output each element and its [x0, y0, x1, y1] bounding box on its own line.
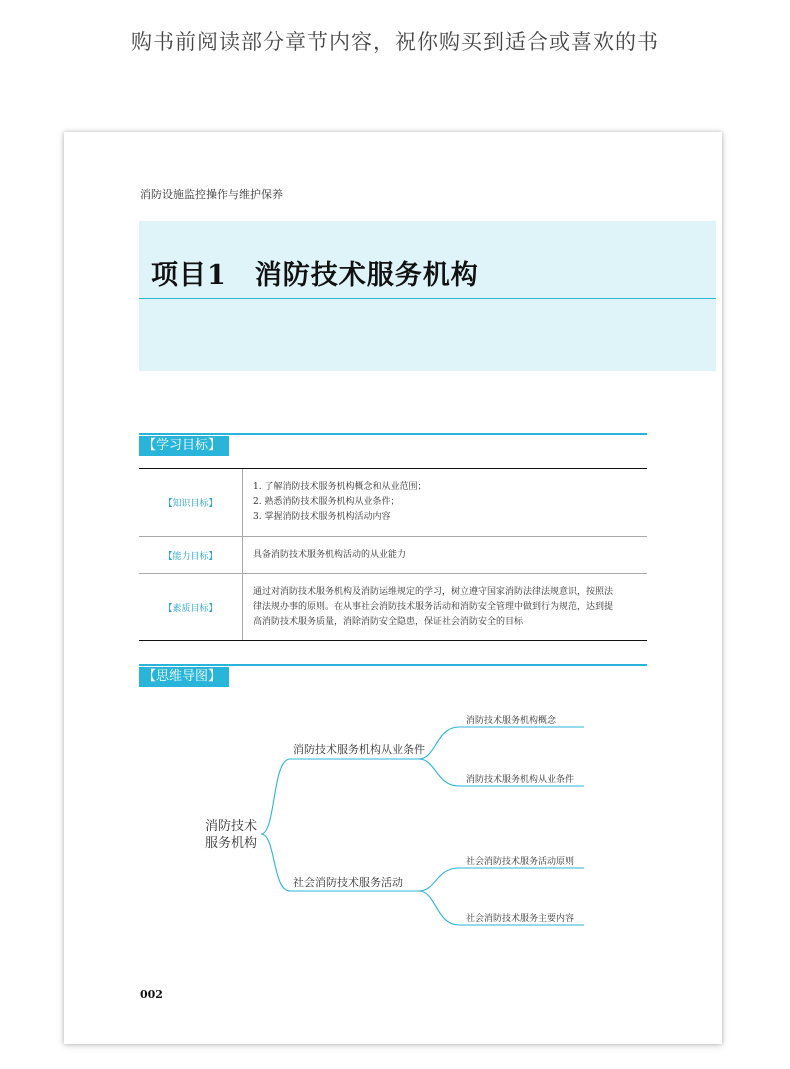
page-number: 002 — [140, 988, 163, 1001]
goal-row-quality — [139, 574, 647, 640]
mind-map-root-line: 服务机构 — [204, 836, 257, 851]
goal-label: 【素质目标】 — [139, 574, 243, 640]
mind-map-leaf: 社会消防技术服务主要内容 — [466, 914, 575, 924]
goal-row-ability — [139, 537, 647, 574]
learning-goals-tag: 【学习目标】 — [139, 436, 229, 456]
mind-map-root-line: 消防技术 — [204, 819, 257, 834]
mind-map-root — [201, 818, 261, 852]
goal-label: 【知识目标】 — [139, 469, 243, 536]
goals-table — [139, 468, 647, 641]
goal-item: 3. 掌握消防技术服务机构活动内容 — [253, 512, 391, 522]
goal-item: 律法规办事的原则。在从事社会消防技术服务活动和消防安全管理中做到行为规范，达到提 — [253, 601, 614, 612]
title-rule — [139, 298, 716, 299]
connector-lower-leaf1 — [419, 868, 584, 891]
mind-map-tag: 【思维导图】 — [139, 667, 229, 687]
mind-map-leaf: 消防技术服务机构从业条件 — [466, 775, 575, 785]
mind-map-leaf: 消防技术服务机构概念 — [466, 716, 557, 726]
goal-label: 【能力目标】 — [139, 537, 243, 573]
project-title: 项目1 消防技术服务机构 — [151, 260, 479, 291]
book-page — [64, 132, 722, 1044]
running-head: 消防设施监控操作与维护保养 — [140, 188, 283, 201]
learning-goals-heading — [139, 433, 647, 453]
promo-banner-text: 购书前阅读部分章节内容，祝你购买到适合或喜欢的书 — [131, 30, 659, 54]
section-rule — [139, 664, 647, 666]
connector-upper-leaf1 — [419, 727, 584, 759]
goal-item: 1. 了解消防技术服务机构概念和从业范围； — [253, 482, 427, 492]
mind-map-leaf: 社会消防技术服务活动原则 — [466, 857, 575, 867]
goal-item: 高消防技术服务质量，消除消防安全隐患，保证社会消防安全的目标 — [253, 616, 524, 627]
title-band — [139, 221, 716, 371]
mind-map-branch: 社会消防技术服务活动 — [293, 876, 403, 889]
mind-map-branch: 消防技术服务机构从业条件 — [293, 743, 425, 756]
goal-item: 2. 熟悉消防技术服务机构从业条件； — [253, 497, 400, 507]
goal-item: 具备消防技术服务机构活动的从业能力 — [253, 549, 407, 560]
mind-map-heading — [139, 664, 647, 684]
goal-item: 通过对消防技术服务机构及消防运维规定的学习，树立遵守国家消防法律法规意识，按照法 — [253, 586, 614, 597]
goal-content — [243, 537, 647, 573]
goal-content — [243, 469, 647, 536]
goal-row-knowledge — [139, 469, 647, 537]
goal-content — [243, 574, 647, 640]
connector-root-upper — [261, 759, 419, 834]
section-rule — [139, 433, 647, 435]
